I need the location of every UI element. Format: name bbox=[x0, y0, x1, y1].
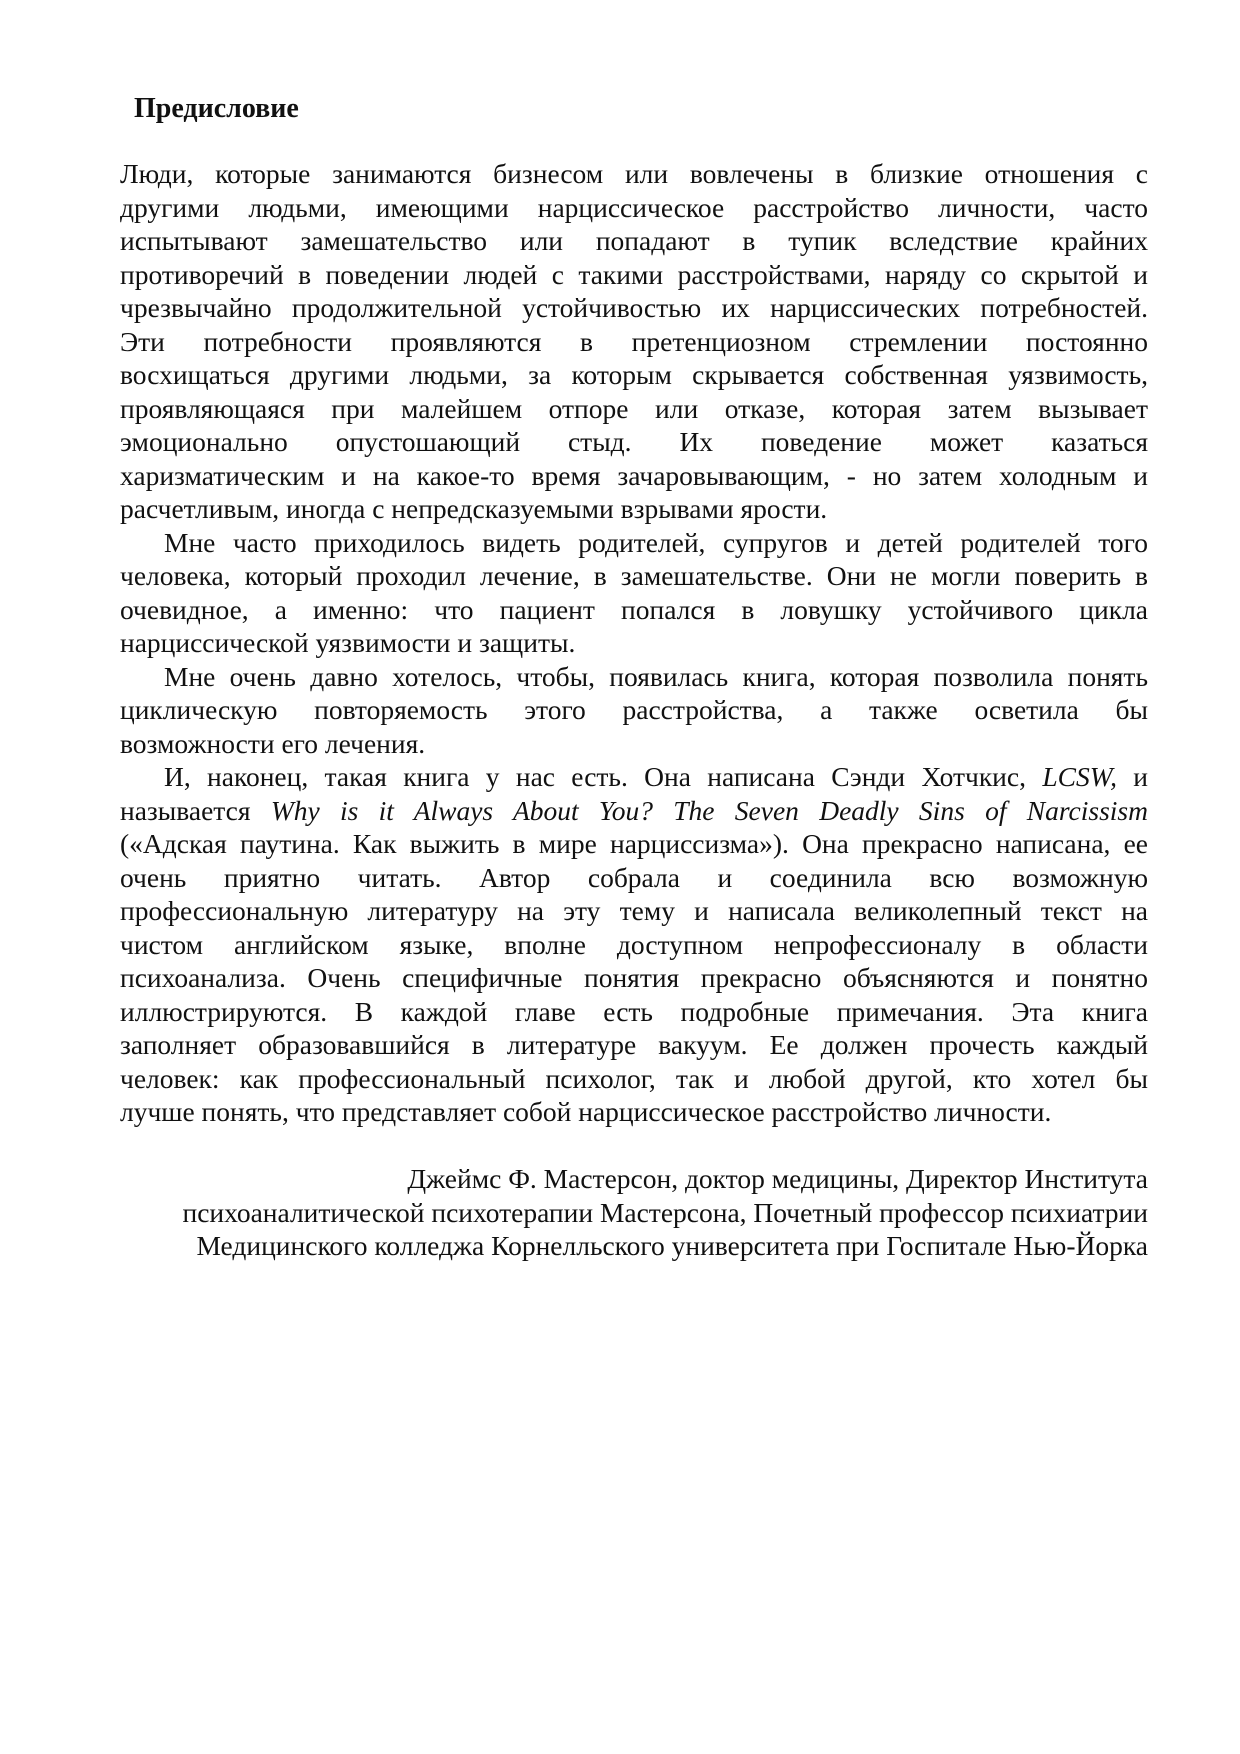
text-line: очевидное, а именно: что пациент попался в ловушку устойчивого цикла bbox=[120, 593, 1148, 625]
text-line: расчетливым, иногда с непредсказуемыми взрывами ярости. bbox=[120, 493, 828, 524]
text-line: возможности его лечения. bbox=[120, 727, 426, 759]
text-line: человека, который проходил лечение, в замешательстве. Они не могли поверить в bbox=[120, 560, 1148, 591]
text-line: другими людьми, имеющими нарциссическое расстройство личности, часто bbox=[120, 191, 1148, 223]
text-line: («Адская паутина. Как выжить в мире нарциссизма»). Она прекрасно написана, ее bbox=[120, 828, 1148, 859]
signature-line: Медицинского колледжа Корнелльского университета при Госпитале Нью-Йорка bbox=[196, 1230, 1148, 1261]
text-line: чистом английском языке, вполне доступном непрофессионалу в области bbox=[120, 928, 1148, 960]
text-line: испытывают замешательство или попадают в тупик вследствие крайних bbox=[120, 225, 1148, 256]
signature-block bbox=[183, 1162, 1149, 1263]
text-line: эмоционально опустошающий стыд. Их поведение может казаться bbox=[120, 426, 1148, 457]
text-line: заполняет образовавшийся в литературе вакуум. Ее должен прочесть каждый bbox=[120, 1029, 1148, 1060]
text-segment: и bbox=[1116, 761, 1149, 792]
italic-title-text: LCSW, bbox=[1042, 761, 1117, 792]
text-line bbox=[120, 760, 1148, 794]
text-segment: И, наконец, такая книга у нас есть. Она написана Сэнди Хотчкис, bbox=[164, 761, 1043, 792]
text-line: чрезвычайно продолжительной устойчивостью их нарциссических потребностей. bbox=[120, 292, 1148, 323]
text-line: восхищаться другими людьми, за которым скрывается собственная уязвимость, bbox=[120, 359, 1148, 390]
text-line bbox=[120, 794, 1148, 828]
text-line: Люди, которые занимаются бизнесом или вовлечены в близкие отношения с bbox=[120, 158, 1148, 189]
page-title: Предисловие bbox=[134, 93, 299, 124]
italic-title-text: Why is it Always About You? The Seven Deadly Sins of Narcissism bbox=[270, 794, 1148, 826]
text-line: циклическую повторяемость этого расстройства, а также осветила бы bbox=[120, 694, 1148, 725]
text-line: профессиональную литературу на эту тему и написала великолепный текст на bbox=[120, 895, 1148, 926]
text-line: Мне очень давно хотелось, чтобы, появилась книга, которая позволила понять bbox=[164, 660, 1148, 692]
text-line: проявляющаяся при малейшем отпоре или отказе, которая затем вызывает bbox=[120, 392, 1148, 424]
text-line: харизматическим и на какое-то время зачаровывающим, - но затем холодным и bbox=[120, 459, 1148, 491]
text-line: противоречий в поведении людей с такими расстройствами, наряду со скрытой и bbox=[120, 258, 1148, 290]
text-line: нарциссической уязвимости и защиты. bbox=[120, 627, 576, 658]
text-line: человек: как профессиональный психолог, так и любой другой, кто хотел бы bbox=[120, 1062, 1148, 1094]
text-line: иллюстрируются. В каждой главе есть подробные примечания. Эта книга bbox=[120, 995, 1148, 1027]
text-line: психоанализа. Очень специфичные понятия прекрасно объясняются и понятно bbox=[120, 962, 1148, 993]
text-segment: называется bbox=[120, 794, 271, 826]
text-line: лучше понять, что представляет собой нарциссическое расстройство личности. bbox=[120, 1096, 1052, 1127]
text-line: очень приятно читать. Автор собрала и соединила всю возможную bbox=[120, 861, 1148, 893]
text-line: Эти потребности проявляются в претенциозном стремлении постоянно bbox=[120, 325, 1148, 357]
foreword-body bbox=[120, 157, 1148, 1129]
signature-line: Джеймс Ф. Мастерсон, доктор медицины, Директор Института bbox=[407, 1163, 1148, 1194]
signature-line: психоаналитической психотерапии Мастерсона, Почетный профессор психиатрии bbox=[182, 1196, 1148, 1228]
text-line: Мне часто приходилось видеть родителей, супругов и детей родителей того bbox=[164, 526, 1148, 558]
